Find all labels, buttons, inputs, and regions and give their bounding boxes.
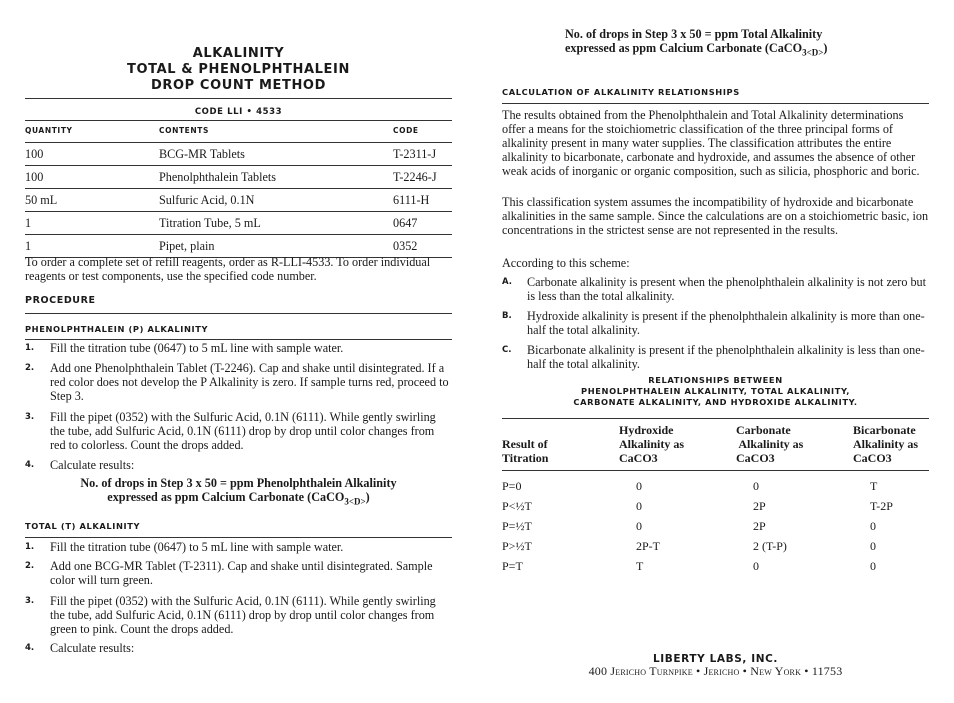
table-row: [25, 212, 452, 235]
qty-cell: 1: [25, 235, 159, 258]
hydroxide-cell: T: [636, 559, 644, 573]
table-row: [502, 558, 929, 578]
calculation-heading: CALCULATION OF ALKALINITY RELATIONSHIPS: [502, 85, 929, 104]
carbonate-cell: 2 (T-P): [753, 539, 787, 553]
refill-table: [25, 120, 452, 258]
heading-line: CARBONATE ALKALINITY, AND HYDROXIDE ALKALINITY.: [573, 397, 858, 407]
company-address: 400 Jericho Turnpike • Jericho • New York • 11753: [588, 664, 843, 678]
formula-line: expressed as ppm Calcium Carbonate (CaCO$_{3<D>}$): [107, 490, 370, 507]
formula-line: No. of drops in Step 3 x 50 = ppm Phenolphthalein Alkalinity: [80, 476, 397, 490]
result-cell: P>½T: [502, 539, 532, 553]
step-number: 3.: [25, 596, 35, 606]
code-cell: T-2246-J: [393, 166, 452, 189]
step-text: Fill the titration tube (0647) to 5 mL line with sample water.: [50, 341, 344, 355]
result-cell: P=0: [502, 479, 522, 493]
qty-cell: 1: [25, 212, 159, 235]
company-name: LIBERTY LABS, INC.: [652, 653, 779, 665]
order-note: To order a complete set of refill reagents, order as R-LLI-4533. To order individual reagents or test components, use the specified code number.: [25, 255, 431, 283]
step-text: Calculate results:: [50, 458, 135, 472]
bicarbonate-cell: T: [870, 479, 878, 493]
header-bicarbonate: Bicarbonate Alkalinity as CaCO3: [853, 419, 929, 471]
title-line: DROP COUNT METHOD: [151, 78, 326, 93]
code-cell: 6111-H: [393, 189, 452, 212]
contents-cell: Pipet, plain: [159, 235, 393, 258]
item-letter: C.: [502, 345, 512, 355]
result-cell: P<½T: [502, 499, 532, 513]
document-title: [25, 46, 452, 94]
item-letter: A.: [502, 277, 512, 287]
calc-paragraph-1: The results obtained from the Phenolphthalein and Total Alkalinity determinations offer a means for the stoichiometric classification of the three principal forms of alkalinity present in many water supplies. The classification attributes the entire alkalinity to bicarbonate, carbonate and hydroxide, and assumes the absence of other weak acids of inorganic or organic composition, such as silicia, phosphoric and boric.: [502, 108, 920, 178]
item-text: Bicarbonate alkalinity is present if the phenolphthalein alkalinity is less than one-half the total alkalinity.: [527, 343, 925, 371]
code-cell: 0647: [393, 212, 452, 235]
table-row: [25, 166, 452, 189]
header-contents: CONTENTS: [159, 121, 393, 143]
bicarbonate-cell: 0: [870, 539, 876, 553]
scheme-item-a: [502, 275, 929, 303]
procedure-heading: PROCEDURE: [25, 294, 452, 314]
formula-line: expressed as ppm Calcium Carbonate (CaCO$_{3<D>}$): [565, 41, 828, 58]
qty-cell: 100: [25, 166, 159, 189]
step-text: Fill the pipet (0352) with the Sulfuric Acid, 0.1N (6111). While gently swirling the tube, add Sulfuric Acid, 0.1N (6111) drop by drop until color changes from green to pink. Count the drops added.: [50, 594, 436, 636]
t-step-4: [25, 641, 452, 655]
step-text: Fill the titration tube (0647) to 5 mL line with sample water.: [50, 540, 344, 554]
qty-cell: 100: [25, 143, 159, 166]
title-line: TOTAL & PHENOLPHTHALEIN: [127, 62, 350, 77]
p-step-4: [25, 458, 452, 472]
item-letter: B.: [502, 311, 512, 321]
code-cell: T-2311-J: [393, 143, 452, 166]
header-code: CODE: [393, 121, 452, 143]
item-text: Hydroxide alkalinity is present if the phenolphthalein alkalinity is more than one-half the total alkalinity.: [527, 309, 925, 337]
hydroxide-cell: 0: [636, 479, 642, 493]
p-alkalinity-heading: PHENOLPHTHALEIN (P) ALKALINITY: [25, 322, 452, 340]
table-row: [502, 498, 929, 518]
carbonate-cell: 0: [753, 479, 759, 493]
table-row: [502, 538, 929, 558]
contents-cell: Phenolphthalein Tablets: [159, 166, 393, 189]
scheme-item-c: [502, 343, 929, 371]
result-cell: P=T: [502, 559, 523, 573]
scheme-item-b: [502, 309, 929, 337]
carbonate-cell: 0: [753, 559, 759, 573]
carbonate-cell: 2P: [753, 499, 766, 513]
step-number: 3.: [25, 412, 35, 422]
t-step-1: [25, 540, 452, 554]
header-hydroxide: Hydroxide Alkalinity as CaCO3: [619, 419, 736, 471]
heading-line: RELATIONSHIPS BETWEEN: [648, 375, 783, 385]
step-number: 4.: [25, 643, 35, 653]
header-carbonate: Carbonate Alkalinity as CaCO3: [736, 419, 853, 471]
bicarbonate-cell: 0: [870, 559, 876, 573]
carbonate-cell: 2P: [753, 519, 766, 533]
title-line: ALKALINITY: [192, 46, 285, 61]
step-number: 2.: [25, 561, 35, 571]
result-cell: P=½T: [502, 519, 532, 533]
code-cell: 0352: [393, 235, 452, 258]
step-text: Add one BCG-MR Tablet (T-2311). Cap and shake until disintegrated. Sample color will turn green.: [50, 559, 433, 587]
contents-cell: Sulfuric Acid, 0.1N: [159, 189, 393, 212]
code-line: CODE LLI • 4533: [25, 98, 452, 119]
p-step-1: [25, 341, 452, 355]
p-step-2: [25, 361, 452, 403]
step-text: Calculate results:: [50, 641, 135, 655]
qty-cell: 50 mL: [25, 189, 159, 212]
hydroxide-cell: 0: [636, 499, 642, 513]
step-number: 1.: [25, 343, 35, 353]
header-result: Result of Titration: [502, 419, 619, 471]
step-text: Fill the pipet (0352) with the Sulfuric Acid, 0.1N (6111). While gently swirling the tube, add Sulfuric Acid, 0.1N (6111) drop by drop until color changes from red to colorless. Count the drops added.: [50, 410, 436, 452]
step-number: 1.: [25, 542, 35, 552]
header-quantity: QUANTITY: [25, 121, 159, 143]
formula-line: No. of drops in Step 3 x 50 = ppm Total Alkalinity: [565, 27, 823, 41]
table-row: [25, 143, 452, 166]
t-formula: [565, 27, 827, 59]
hydroxide-cell: 2P-T: [636, 539, 660, 553]
contents-cell: BCG-MR Tablets: [159, 143, 393, 166]
step-number: 4.: [25, 460, 35, 470]
table-row: [502, 518, 929, 538]
hydroxide-cell: 0: [636, 519, 642, 533]
contents-cell: Titration Tube, 5 mL: [159, 212, 393, 235]
relationships-table: [502, 418, 929, 578]
bicarbonate-cell: T-2P: [870, 499, 893, 513]
table-row: [502, 471, 929, 499]
p-step-3: [25, 410, 452, 452]
calc-paragraph-2: This classification system assumes the incompatibility of hydroxide and bicarbonate alkalinities in the same sample. Since the calculations are on a stoichiometric basic, ion concentrations in the strictest sense are not represented in the results.: [502, 195, 929, 237]
item-text: Carbonate alkalinity is present when the phenolphthalein alkalinity is not zero but is less than the total alkalinity.: [527, 275, 927, 303]
table-row: [25, 189, 452, 212]
t-step-2: [25, 559, 452, 587]
scheme-intro: According to this scheme:: [502, 256, 630, 270]
relationships-heading: [502, 375, 929, 408]
t-step-3: [25, 594, 452, 636]
heading-line: PHENOLPHTHALEIN ALKALINITY, TOTAL ALKALINITY,: [581, 386, 850, 396]
step-number: 2.: [25, 363, 35, 373]
p-formula: [25, 476, 452, 508]
t-alkalinity-heading: TOTAL (T) ALKALINITY: [25, 519, 452, 538]
step-text: Add one Phenolphthalein Tablet (T-2246). Cap and shake until disintegrated. If a red color does not develop the P Alkalinity is zero. If sample turns red, proceed to Step 3.: [50, 361, 449, 403]
bicarbonate-cell: 0: [870, 519, 876, 533]
